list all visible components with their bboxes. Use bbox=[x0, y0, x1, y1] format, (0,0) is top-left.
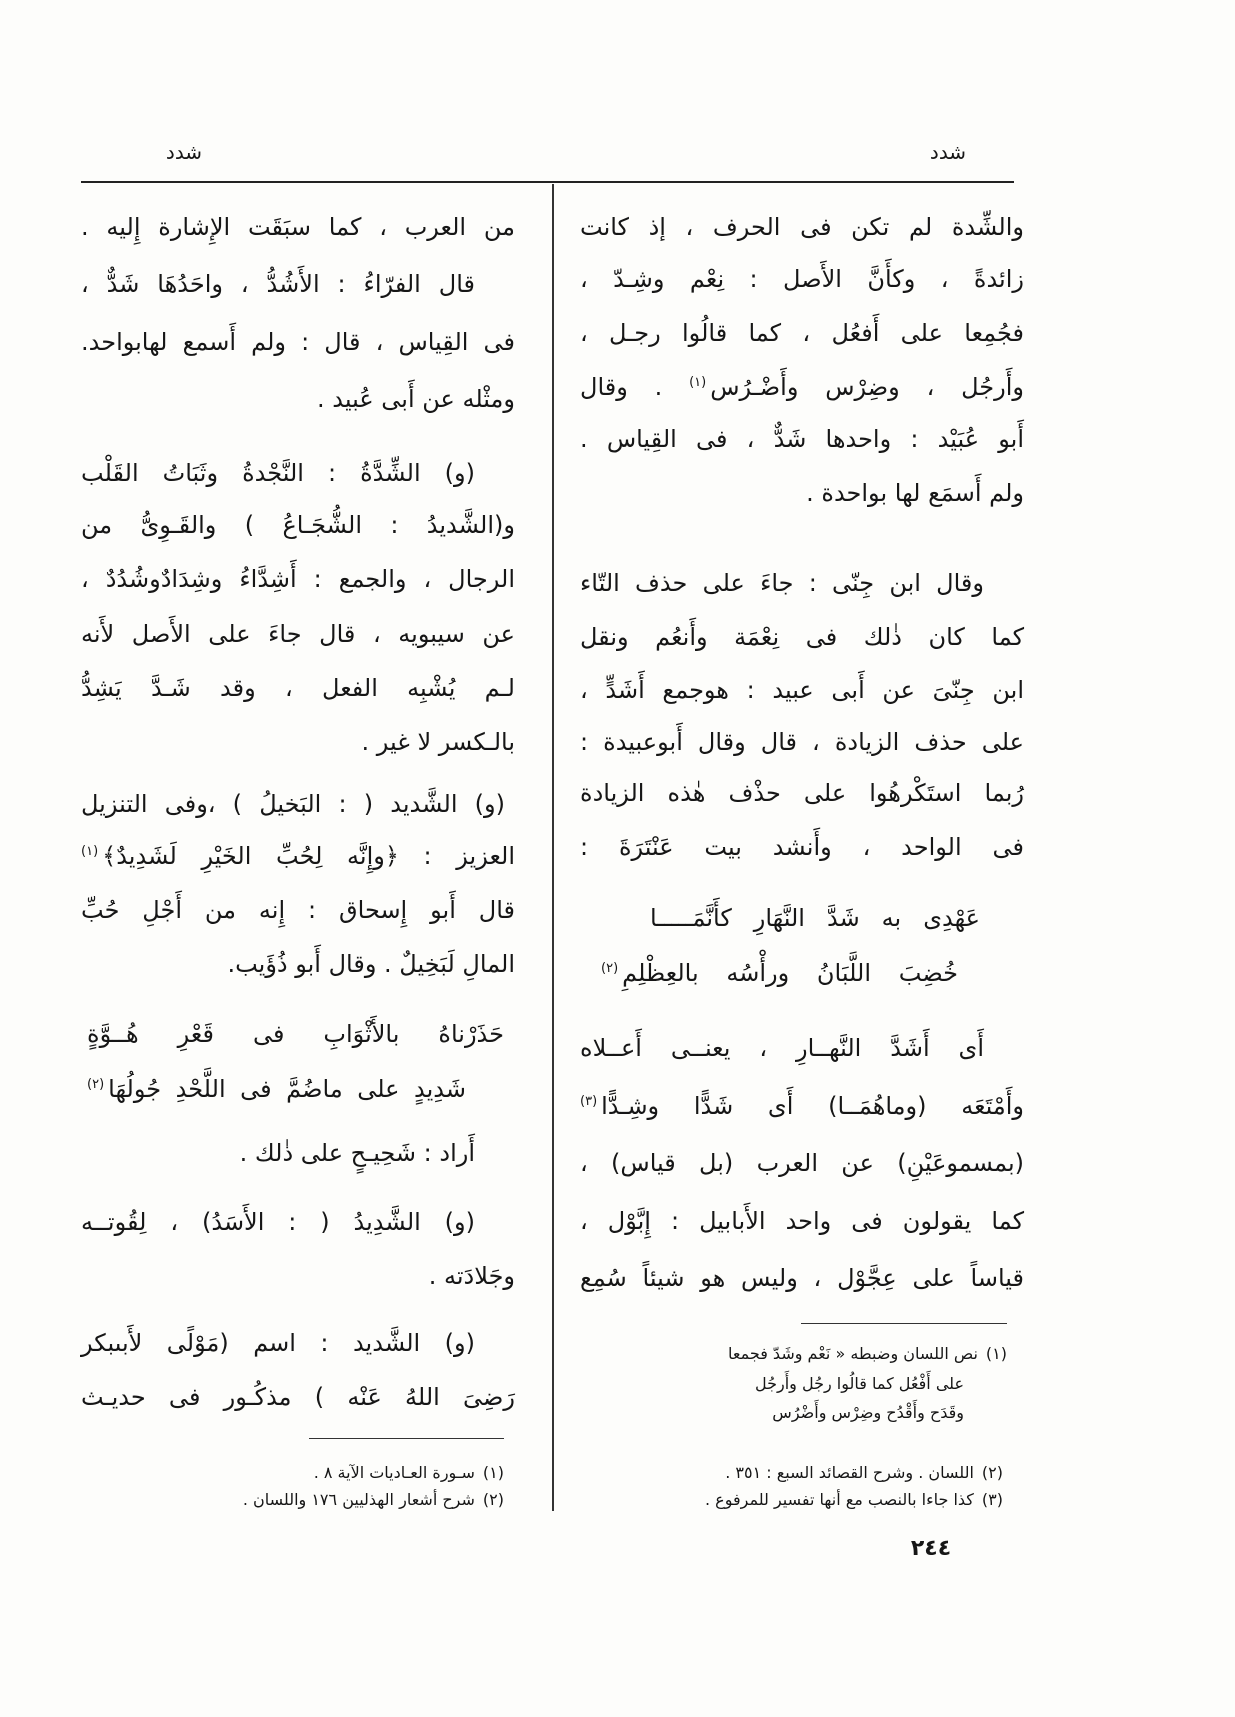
footnote-rule bbox=[309, 1438, 504, 1439]
footnote-marker: (١) bbox=[81, 844, 99, 859]
footnote bbox=[728, 1340, 1007, 1368]
text-line: و(الشَّديدُ : الشُّجَـاعُ ) والقَـوِىُّ من bbox=[81, 511, 515, 539]
text-line bbox=[81, 832, 515, 880]
text-line: ومثْله عن أَبى عُبيد . bbox=[317, 385, 515, 413]
footnote-number: (٢) bbox=[981, 1463, 1003, 1482]
footnote-continuation: على أَفْعُل كما قالُوا رجُل وأَرجُل bbox=[754, 1374, 964, 1393]
text-segment: شَدِيدٍ على ماضُمَّ فى اللَّحْدِ جُولُهَا bbox=[108, 1075, 466, 1103]
running-head-right: شدد bbox=[929, 140, 967, 164]
text-segment: وأَرجُل ، وضِرْس وأَضْـرُس bbox=[710, 373, 1024, 401]
text-line: وقال ابن جِنّى : جاءَ على حذف التّاء bbox=[580, 569, 984, 597]
footnote-continuation: وقَدَح وأَقْدُح وضِرْس وأَضْرُس bbox=[772, 1403, 964, 1422]
text-segment: وأَمْتَعَه (وماهُمَــا) أَى شَدًّا وشِـدًّا bbox=[601, 1092, 1024, 1120]
text-segment: خُضِبَ اللَّبَانُ ورأْسُه بالعِظْلِمِ bbox=[622, 959, 958, 987]
footnote-number: (٣) bbox=[981, 1490, 1003, 1509]
text-line: الرجال ، والجمع : أَشِدَّاءُ وشِدَادٌوشُدُدٌ ، bbox=[81, 565, 515, 593]
text-line: قال الفرّاءُ : الأَشُدُّ ، واحَدُهَا شَدٌّ ، bbox=[81, 270, 475, 298]
text-line: والشِّدة لم تكن فى الحرف ، إذ كانت bbox=[580, 213, 1024, 241]
text-line: فى القِياس ، قال : ولم أَسمع لهابواحد. bbox=[81, 328, 515, 356]
column-divider bbox=[552, 184, 554, 1511]
text-line: وجَلادَته . bbox=[428, 1262, 515, 1290]
footnote-text: اللسان . وشرح القصائد السبع : ٣٥١ . bbox=[725, 1463, 974, 1482]
verse-hemistich bbox=[601, 949, 958, 997]
text-line: رَضِىَ اللهُ عَنْه ) مذكُـور فى حديـث bbox=[81, 1383, 515, 1411]
text-line: فى الواحد ، وأَنشد بيت عَنْتَرَةَ : bbox=[580, 833, 1024, 861]
text-line: رُبما استَكْرهُوا على حذْف هٰذه الزيادة bbox=[580, 779, 1024, 807]
footnote bbox=[243, 1486, 504, 1514]
footnote-number: (١) bbox=[985, 1344, 1007, 1363]
text-line: قال أَبو إِسحاق : إِنه من أَجْلِ حُبِّ bbox=[81, 896, 515, 924]
text-line: (بمسموعَيْنِ) عن العرب (بل قياس) ، bbox=[580, 1149, 1024, 1177]
text-line: (و) الشَّديد : اسم (مَوْلًى لأَبىبكر bbox=[81, 1329, 475, 1357]
verse-hemistich: عَهْدِى به شَدَّ النَّهَارِ كأَنَّمَـــــا bbox=[650, 904, 980, 932]
footnote bbox=[725, 1459, 1003, 1487]
text-line: كما كان ذٰلك فى نِعْمَة وأَنعُم ونقل bbox=[580, 623, 1024, 651]
footnote-rule bbox=[801, 1323, 1007, 1324]
footnote-number: (٢) bbox=[482, 1490, 504, 1509]
text-line: (و) الشَّديد ( : البَخيلُ ) ،وفى التنزيل bbox=[81, 790, 505, 818]
running-head-left: شدد bbox=[165, 140, 203, 164]
text-line: المالِ لَبَخِيلٌ . وقال أَبو ذُؤَيب. bbox=[227, 950, 515, 978]
text-line: بالـكسر لا غير . bbox=[361, 728, 515, 756]
footnote-number: (١) bbox=[482, 1463, 504, 1482]
text-line: ابن جِنّىَ عن أَبى عبيد : هوجمع أَشَدٍّ ، bbox=[580, 676, 1024, 704]
footnote-marker: (١) bbox=[689, 375, 707, 390]
text-line: من العرب ، كما سبَقَت الإِشارة إِليه . bbox=[81, 213, 515, 241]
verse-hemistich bbox=[87, 1065, 466, 1113]
footnote bbox=[314, 1459, 504, 1487]
footnote-marker: (٢) bbox=[87, 1077, 105, 1092]
text-segment: . وقال bbox=[580, 373, 690, 401]
text-line: فجُمِعا على أَفعُل ، كما قالُوا رجـل ، bbox=[580, 319, 1024, 347]
text-line: أَراد : شَحِيـحٍ على ذٰلك . bbox=[239, 1139, 475, 1167]
text-segment: العزيز : ﴿وإِنَّه لِحُبِّ الخَيْرِ لَشَدِيدٌ﴾ bbox=[102, 842, 515, 870]
footnote-marker: (٣) bbox=[580, 1094, 598, 1109]
text-line: عن سيبويه ، قال جاءَ على الأَصل لأَنه bbox=[81, 620, 515, 648]
verse-hemistich: حَذَرْناهُ بالأَثْوَابِ فى قَعْرِ هُــوَّةٍ bbox=[87, 1020, 504, 1048]
text-line: لـم يُشْبِه الفعل ، وقد شَـدَّ يَشِدُّ bbox=[81, 674, 515, 702]
text-line: زائدةً ، وكأَنَّ الأَصل : نِعْم وشِـدّ ، bbox=[580, 265, 1024, 293]
page-number: ٢٤٤ bbox=[910, 1536, 952, 1561]
text-line: أَبو عُبَيْد : واحدها شَدٌّ ، فى القِياس . bbox=[580, 425, 1024, 453]
footnote-marker: (٢) bbox=[601, 961, 619, 976]
text-line: (و) الشَّدِيدُ ( : الأَسَدُ) ، لِقُوتــه bbox=[81, 1208, 475, 1236]
footnote-text: سـورة العـاديات الآية ٨ . bbox=[313, 1463, 475, 1482]
footnote-text: شرح أشعار الهذليين ١٧٦ واللسان . bbox=[242, 1490, 475, 1509]
footnote-text: كذا جاءا بالنصب مع أنها تفسير للمرفوع . bbox=[704, 1490, 974, 1509]
text-line: على حذف الزيادة ، قال وقال أَبوعبيدة : bbox=[580, 728, 1024, 756]
text-line: أَى أَشَدَّ النَّهــارِ ، يعنــى أَعــلاه bbox=[580, 1034, 984, 1062]
footnote-text: نص اللسان وضبطه « نَعْم وشَدّ فجمعا bbox=[728, 1344, 978, 1363]
text-line: كما يقولون فى واحد الأَبابيل : إِبَّوْل ، bbox=[580, 1207, 1024, 1235]
text-line: (و) الشِّدَّةُ : النَّجْدةُ وثَبَاتُ القَلْب bbox=[81, 459, 475, 487]
text-line: قياساً على عِجَّوْل ، وليس هو شيئاً سُمِع bbox=[580, 1264, 1024, 1292]
text-line bbox=[580, 363, 1024, 411]
text-line: ولم أَسمَع لها بواحدة . bbox=[806, 479, 1024, 507]
footnote bbox=[705, 1486, 1003, 1514]
text-line bbox=[580, 1082, 1024, 1130]
